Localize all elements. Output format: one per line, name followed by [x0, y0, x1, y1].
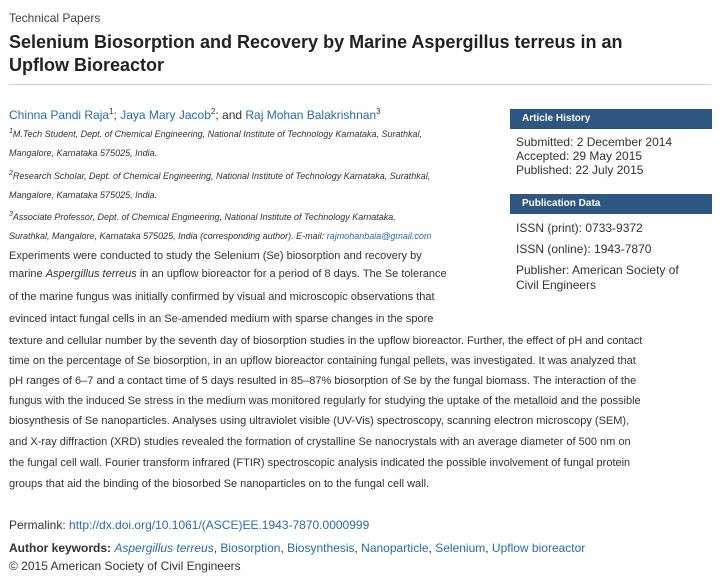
affiliation-text: Research Scholar, Dept. of Chemical Engineering, National Institute of Technology Karnataka, Surathkal, [12, 171, 431, 181]
abstract-line: and X-ray diffraction (XRD) studies revealed the formation of crystalline Se nanocrystals with an average diameter of 500 nm on [9, 436, 631, 448]
keyword-link[interactable]: Selenium [435, 541, 486, 555]
abstract-line: the fungal cell wall. Fourier transform infrared (FTIR) spectroscopic analysis indicated the possible involvement of fungal protein [9, 457, 631, 469]
keyword-link[interactable]: Biosynthesis [287, 541, 355, 555]
abstract-line: biosynthesis of Se nanoparticles. Analyses using ultraviolet visible (UV-Vis) spectroscopy, scanning electron microscopy (SEM), [9, 415, 630, 427]
author-link-2[interactable]: Jaya Mary Jacob [120, 108, 211, 122]
article-history-heading: Article History [510, 109, 712, 129]
copyright: © 2015 American Society of Civil Engineers [9, 559, 241, 573]
abstract-line: pH ranges of 6–7 and a contact time of 5 days resulted in 85–87% biosorption of Se by the fungal biomass. The interaction of the [9, 375, 637, 387]
article-title [9, 31, 709, 77]
published-date: Published: 22 July 2015 [516, 163, 644, 177]
publisher-line-2: Civil Engineers [516, 278, 597, 292]
article-title-line-1: Selenium Biosorption and Recovery by Marine Aspergillus terreus in an [9, 32, 623, 52]
affiliation-text: Associate Professor, Dept. of Chemical Engineering, National Institute of Technology Karnataka, [12, 212, 396, 222]
author-sup-1: 1 [109, 107, 114, 116]
author-sup-3: 3 [376, 107, 381, 116]
abstract-line: marine Aspergillus terreus in an upflow bioreactor for a period of 8 days. The Se tolerance [9, 268, 447, 280]
affiliation-3 [9, 208, 504, 246]
abstract-line: evinced intact fungal cells in an Se-amended medium with sparse changes in the spore [9, 313, 434, 325]
species-name: Aspergillus terreus [45, 268, 137, 280]
affiliation-sup: 1 [9, 128, 13, 135]
author-separator-1: ; [113, 108, 121, 122]
author-sup-2: 2 [210, 107, 216, 116]
author-keywords: Author keywords: Aspergillus terreus, Biosorption, Biosynthesis, Nanoparticle, Selenium, Upflow bioreactor [9, 541, 586, 555]
section-label: Technical Papers [9, 11, 101, 25]
author-separator-2: ; and [215, 108, 246, 122]
author-email-link[interactable]: rajmohanbala@gmail.com [326, 231, 432, 241]
affiliation-text: M.Tech Student, Dept. of Chemical Engineering, National Institute of Technology Karnataka, Surathkal, [12, 129, 422, 139]
keyword-link[interactable]: Nanoparticle [361, 541, 429, 555]
publisher-line-1: Publisher: American Society of [516, 263, 679, 277]
abstract-line: of the marine fungus was initially confirmed by visual and microscopic observations that [9, 291, 435, 303]
abstract-line: groups that aid the binding of the biosorbed Se nanoparticles on to the fungal cell wall. [9, 478, 430, 490]
article-title-line-2: Upflow Bioreactor [9, 55, 165, 75]
issn-online: ISSN (online): 1943-7870 [516, 242, 652, 256]
keyword-link[interactable]: Upflow bioreactor [491, 541, 586, 555]
title-divider [9, 84, 711, 85]
affiliation-text: Mangalore, Karnataka 575025, India. [9, 148, 158, 158]
abstract-line: fungus with the induced Se stress in the medium was monitored regularly for studying the uptake of the metalloid and the possible [9, 395, 641, 407]
author-list [9, 108, 381, 122]
affiliation-text: Surathkal, Mangalore, Karnataka 575025, India (corresponding author). E-mail: [9, 231, 327, 241]
affiliation-sup: 2 [9, 170, 13, 177]
accepted-date: Accepted: 29 May 2015 [516, 149, 643, 163]
publication-data-panel [510, 194, 712, 293]
permalink-link[interactable]: http://dx.doi.org/10.1061/(ASCE)EE.1943-7870.0000999 [69, 518, 370, 532]
keyword-link[interactable]: Aspergillus terreus [114, 541, 214, 555]
author-link-1[interactable]: Chinna Pandi Raja [9, 108, 110, 122]
submitted-date: Submitted: 2 December 2014 [516, 135, 673, 149]
abstract-line: texture and cellular number by the seventh day of biosorption studies in the upflow bioreactor. Further, the effect of pH and contact [9, 335, 643, 347]
abstract-line: Experiments were conducted to study the Selenium (Se) biosorption and recovery by [9, 250, 422, 262]
affiliation-1 [9, 125, 504, 163]
affiliation-text: Mangalore, Karnataka 575025, India. [9, 190, 158, 200]
keyword-link[interactable]: Biosorption [220, 541, 281, 555]
affiliation-2 [9, 167, 504, 205]
permalink-label: Permalink: [9, 518, 70, 532]
publication-data-heading: Publication Data [510, 194, 712, 214]
article-history-panel [510, 109, 712, 177]
abstract-line: time on the percentage of Se biosorption, in an upflow bioreactor containing fungal pellets, was investigated. It was analyzed that [9, 355, 636, 367]
author-link-3[interactable]: Raj Mohan Balakrishnan [245, 108, 377, 122]
affiliation-sup: 3 [9, 211, 13, 218]
keywords-label: Author keywords: [9, 541, 115, 555]
issn-print: ISSN (print): 0733-9372 [516, 221, 643, 235]
permalink [9, 518, 369, 532]
